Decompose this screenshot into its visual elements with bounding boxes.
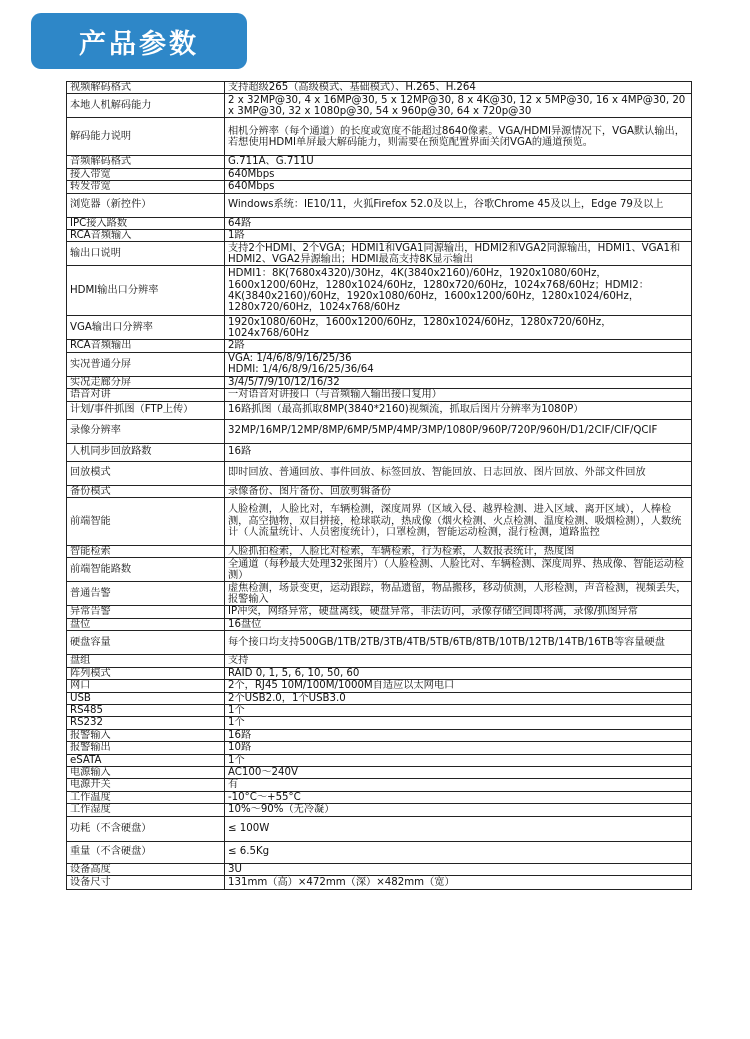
spec-label: RS232 [67, 717, 225, 729]
table-row [67, 655, 692, 667]
table-row [67, 193, 692, 217]
spec-value: 一对语音对讲接口（与音频输入输出接口复用） [225, 389, 692, 401]
table-row [67, 804, 692, 816]
spec-value: 16路 [225, 443, 692, 461]
spec-value: G.711A、G.711U [225, 156, 692, 168]
spec-value: 1个 [225, 704, 692, 716]
spec-value: 2路 [225, 340, 692, 352]
spec-label: 前端智能路数 [67, 558, 225, 582]
table-row [67, 546, 692, 558]
table-row [67, 729, 692, 741]
spec-label: 接入带宽 [67, 168, 225, 180]
spec-label: 实况走廊分屏 [67, 376, 225, 388]
table-row [67, 841, 692, 863]
spec-value: 16路 [225, 729, 692, 741]
spec-value: 有 [225, 779, 692, 791]
spec-value: 640Mbps [225, 181, 692, 193]
table-row [67, 340, 692, 352]
spec-value: 每个接口均支持500GB/1TB/2TB/3TB/4TB/5TB/6TB/8TB/10TB/12TB/14TB/16TB等容量硬盘 [225, 631, 692, 655]
spec-label: 工作湿度 [67, 804, 225, 816]
spec-label: 异常告警 [67, 606, 225, 618]
spec-label: 智能检索 [67, 546, 225, 558]
table-row [67, 461, 692, 485]
spec-value: AC100～240V [225, 766, 692, 778]
spec-value: 640Mbps [225, 168, 692, 180]
spec-label: HDMI输出口分辨率 [67, 266, 225, 316]
spec-value: IP冲突，网络异常，硬盘离线，硬盘异常，非法访问，录像存储空间即将满，录像/抓图异常 [225, 606, 692, 618]
spec-label: RCA音频输入 [67, 230, 225, 242]
table-row [67, 156, 692, 168]
table-row [67, 875, 692, 889]
spec-label: 阵列模式 [67, 667, 225, 679]
spec-label: 网口 [67, 680, 225, 692]
spec-value: 3/4/5/7/9/10/12/16/32 [225, 376, 692, 388]
table-row [67, 779, 692, 791]
table-row [67, 816, 692, 841]
spec-label: 录像分辨率 [67, 419, 225, 443]
spec-value: 2个USB2.0，1个USB3.0 [225, 692, 692, 704]
table-row [67, 230, 692, 242]
spec-label: 前端智能 [67, 498, 225, 546]
table-row [67, 352, 692, 376]
spec-label: RCA音频输出 [67, 340, 225, 352]
table-row [67, 401, 692, 419]
table-row [67, 118, 692, 156]
spec-label: 浏览器（新控件） [67, 193, 225, 217]
table-row [67, 94, 692, 118]
section-title: 产品参数 [79, 28, 199, 60]
spec-label: 电源输入 [67, 766, 225, 778]
spec-label: eSATA [67, 754, 225, 766]
table-row [67, 667, 692, 679]
spec-value: 相机分辨率（每个通道）的长度或宽度不能超过8640像素。VGA/HDMI异源情况下，VGA默认输出，若想使用HDMI单屏最大解码能力，则需要在预览配置界面关闭VGA的通道预览。 [225, 118, 692, 156]
table-row [67, 389, 692, 401]
table-row [67, 692, 692, 704]
spec-value: 2 x 32MP@30, 4 x 16MP@30, 5 x 12MP@30, 8 x 4K@30, 12 x 5MP@30, 16 x 4MP@30, 20 x 3MP@30, 32 x 1080p@30, 54 x 960p@30, 64 x 720p@30 [225, 94, 692, 118]
spec-value: Windows系统：IE10/11，火狐Firefox 52.0及以上，谷歌Chrome 45及以上，Edge 79及以上 [225, 193, 692, 217]
table-row [67, 680, 692, 692]
spec-label: USB [67, 692, 225, 704]
spec-label: 计划/事件抓图（FTP上传） [67, 401, 225, 419]
spec-label: 盘位 [67, 618, 225, 630]
spec-value: RAID 0, 1, 5, 6, 10, 50, 60 [225, 667, 692, 679]
table-row [67, 863, 692, 875]
spec-label: 硬盘容量 [67, 631, 225, 655]
spec-label: 报警输入 [67, 729, 225, 741]
table-row [67, 766, 692, 778]
table-row [67, 316, 692, 340]
spec-value: 1个 [225, 754, 692, 766]
table-row [67, 376, 692, 388]
spec-value: 支持 [225, 655, 692, 667]
spec-value: 16路抓图（最高抓取8MP(3840*2160)视频流，抓取后图片分辨率为1080P） [225, 401, 692, 419]
spec-value: -10°C～+55°C [225, 791, 692, 803]
spec-value: ≤ 6.5Kg [225, 841, 692, 863]
spec-label: 实况普通分屏 [67, 352, 225, 376]
spec-value: 人脸抓拍检索，人脸比对检索，车辆检索，行为检索，人数报表统计，热度图 [225, 546, 692, 558]
table-row [67, 217, 692, 229]
spec-label: 电源开关 [67, 779, 225, 791]
spec-label: 设备尺寸 [67, 875, 225, 889]
table-row [67, 82, 692, 94]
spec-label: 人机同步回放路数 [67, 443, 225, 461]
spec-value: 32MP/16MP/12MP/8MP/6MP/5MP/4MP/3MP/1080P/960P/720P/960H/D1/2CIF/CIF/QCIF [225, 419, 692, 443]
table-row [67, 266, 692, 316]
table-row [67, 618, 692, 630]
spec-value: 支持2个HDMI、2个VGA；HDMI1和VGA1同源输出，HDMI2和VGA2同源输出，HDMI1、VGA1和HDMI2、VGA2异源输出；HDMI最高支持8K显示输出 [225, 242, 692, 266]
spec-value: 10%～90%（无冷凝） [225, 804, 692, 816]
spec-label: 音频解码格式 [67, 156, 225, 168]
spec-label: 普通告警 [67, 582, 225, 606]
spec-label: 盘组 [67, 655, 225, 667]
table-row [67, 742, 692, 754]
spec-label: 重量（不含硬盘） [67, 841, 225, 863]
table-row [67, 485, 692, 497]
spec-label: RS485 [67, 704, 225, 716]
table-row [67, 717, 692, 729]
spec-value: 人脸检测，人脸比对，车辆检测，深度周界（区域入侵、越界检测、进入区域、离开区域），人棒检测，高空抛物，双目拼接，枪球联动，热成像（烟火检测、火点检测、温度检测、吸烟检测），人数统计（人流量统计、人员密度统计），口罩检测，智能运动检测，混行检测，道路监控 [225, 498, 692, 546]
spec-label: 功耗（不含硬盘） [67, 816, 225, 841]
spec-value: 即时回放、普通回放、事件回放、标签回放、智能回放、日志回放、图片回放、外部文件回放 [225, 461, 692, 485]
table-row [67, 631, 692, 655]
spec-value: VGA: 1/4/6/8/9/16/25/36 HDMI: 1/4/6/8/9/16/25/36/64 [225, 352, 692, 376]
spec-label: 回放模式 [67, 461, 225, 485]
table-row [67, 582, 692, 606]
spec-label: IPC接入路数 [67, 217, 225, 229]
section-title-banner [31, 13, 247, 69]
spec-value: 16盘位 [225, 618, 692, 630]
spec-value: 1个 [225, 717, 692, 729]
spec-value: ≤ 100W [225, 816, 692, 841]
spec-label: 设备高度 [67, 863, 225, 875]
table-row [67, 754, 692, 766]
table-row [67, 558, 692, 582]
spec-label: 解码能力说明 [67, 118, 225, 156]
table-row [67, 242, 692, 266]
table-row [67, 606, 692, 618]
table-row [67, 181, 692, 193]
table-row [67, 443, 692, 461]
spec-value: 3U [225, 863, 692, 875]
spec-value: 131mm（高）×472mm（深）×482mm（宽） [225, 875, 692, 889]
spec-value: 64路 [225, 217, 692, 229]
spec-label: 视频解码格式 [67, 82, 225, 94]
spec-value: 全通道（每秒最大处理32张图片）（人脸检测、人脸比对、车辆检测、深度周界、热成像、智能运动检测） [225, 558, 692, 582]
spec-value: HDMI1：8K(7680x4320)/30Hz，4K(3840x2160)/60Hz，1920x1080/60Hz，1600x1200/60Hz，1280x1024/60Hz，1280x720/60Hz，1024x768/60Hz；HDMI2：4K(3840x2160)/60Hz，1920x1080/60Hz，1600x1200/60Hz，1280x1024/60Hz，1280x720/60Hz，1024x768/60Hz [225, 266, 692, 316]
spec-table [66, 81, 692, 890]
spec-label: 输出口说明 [67, 242, 225, 266]
spec-label: 工作温度 [67, 791, 225, 803]
spec-value: 1路 [225, 230, 692, 242]
table-row [67, 791, 692, 803]
spec-label: 报警输出 [67, 742, 225, 754]
spec-value: 虚焦检测，场景变更，运动跟踪，物品遗留，物品搬移，移动侦测，人形检测，声音检测，视频丢失，报警输入 [225, 582, 692, 606]
spec-label: 转发带宽 [67, 181, 225, 193]
spec-value: 1920x1080/60Hz，1600x1200/60Hz，1280x1024/60Hz，1280x720/60Hz，1024x768/60Hz [225, 316, 692, 340]
table-row [67, 704, 692, 716]
spec-label: 语音对讲 [67, 389, 225, 401]
spec-label: 本地人机解码能力 [67, 94, 225, 118]
spec-value: 10路 [225, 742, 692, 754]
table-row [67, 419, 692, 443]
spec-value: 支持超级265（高级模式、基础模式）、H.265、H.264 [225, 82, 692, 94]
spec-value: 录像备份、图片备份、回放剪辑备份 [225, 485, 692, 497]
spec-label: VGA输出口分辨率 [67, 316, 225, 340]
spec-label: 备份模式 [67, 485, 225, 497]
table-row [67, 498, 692, 546]
spec-value: 2个，RJ45 10M/100M/1000M自适应以太网电口 [225, 680, 692, 692]
table-row [67, 168, 692, 180]
